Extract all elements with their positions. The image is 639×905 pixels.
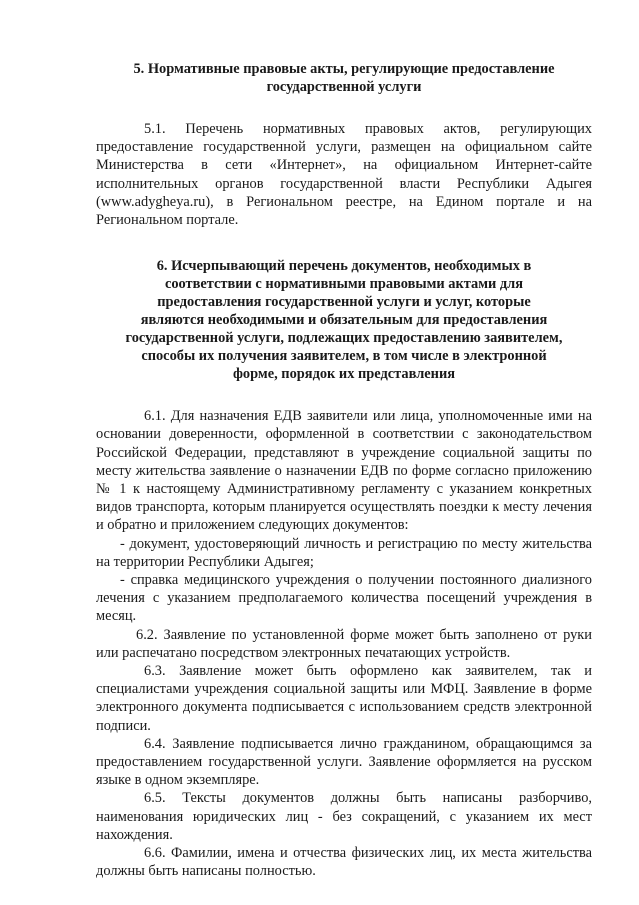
paragraph-5-1: 5.1. Перечень нормативных правовых актов, регулирующих предоставление государственной услуги, размещен на официальном сайте Министерства в сети «Интернет», на официальном Интернет-сайте исполнительных органов государственной власти Республики Адыгея (www.adygheya.ru), в Региональном реестре, на Едином портале и на Региональном портале. [96,121,592,229]
section-5-heading [96,60,592,96]
section-5-heading-line2: государственной услуги [266,79,422,95]
section-5-heading-line1: 5. Нормативные правовые акты, регулирующие предоставление [133,61,555,77]
paragraph-6-2: 6.2. Заявление по установленной форме может быть заполнено от руки или распечатано посредством электронных печатающих устройств. [96,626,592,661]
paragraph-6-6: 6.6. Фамилии, имена и отчества физических лиц, их места жительства должны быть написаны полностью. [96,845,592,880]
document-body [96,60,592,881]
paragraph-6-1: 6.1. Для назначения ЕДВ заявители или лица, уполномоченные ими на основании доверенности, оформленной в соответствии с законодательством Российской Федерации, представляют в учреждение социальной защиты по месту жительства заявление о назначении ЕДВ по форме согласно приложению № 1 к настоящему Административному регламенту с указанием конкретных видов транспорта, которым планируется осуществлять поездки к месту лечения и обратно и приложением следующих документов: [96,408,592,534]
section-6-heading: 6. Исчерпывающий перечень документов, необходимых в соответствии с нормативными правовыми актами для предоставления государственной услуги и услуг, которые являются необходимыми и обязательным для предоставления государственной услуги, подлежащих предоставлению заявителем, способы их получения заявителем, в том числе в электронной форме, порядок их представления [125,258,563,383]
list-item-medical-certificate: - справка медицинского учреждения о получении постоянного диализного лечения с указанием предполагаемого количества посещений учреждения в месяц. [96,572,592,625]
list-item-identity-document: - документ, удостоверяющий личность и регистрацию по месту жительства на территории Республики Адыгея; [96,535,592,570]
paragraph-6-4: 6.4. Заявление подписывается лично гражданином, обращающимся за предоставлением государственной услуги. Заявление оформляется на русском языке в одном экземпляре. [96,735,592,789]
paragraph-6-5: 6.5. Тексты документов должны быть написаны разборчиво, наименования юридических лиц - без сокращений, с указанием их мест нахождения. [96,790,592,843]
paragraph-6-3: 6.3. Заявление может быть оформлено как заявителем, так и специалистами учреждения социальной защиты или МФЦ. Заявление в форме электронного документа подписывается с использованием средств электронной подписи. [96,663,592,734]
